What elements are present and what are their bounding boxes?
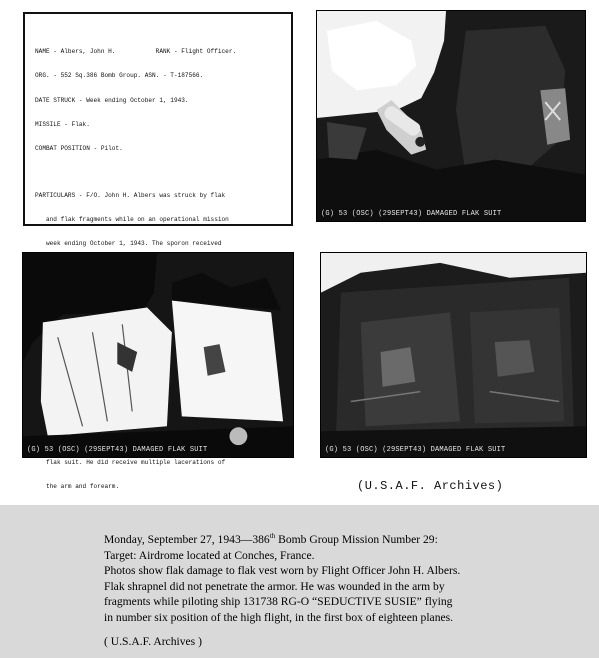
record-line: COMBAT POSITION - Pilot. [35, 145, 123, 153]
mission-heading: Monday, September 27, 1943—386th Bomb Group Mission Number 29: [104, 532, 438, 546]
mission-description [104, 532, 544, 649]
particulars-line: and flak fragments while on an operational mission [35, 216, 229, 224]
particulars-line: week ending October 1, 1943. The sporon received [35, 240, 222, 248]
flak-suit-photo-top-right [316, 10, 586, 222]
record-line: MISSILE - Flak. [35, 121, 90, 129]
description-line: Photos show flak damage to flak vest worn by Flight Officer John H. Albers. [104, 564, 461, 578]
description-line: fragments while piloting ship 131738 RG-O “SEDUCTIVE SUSIE” flying [104, 595, 453, 609]
particulars-line: flak suit. He did receive multiple lacerations of [35, 458, 226, 466]
record-line: ORG. - 552 Sq.386 Bomb Group. ASN. - T-187566. [35, 72, 204, 80]
target-line: Target: Airdrome located at Conches, France. [104, 548, 315, 562]
record-line: DATE STRUCK - Week ending October 1, 1943. [35, 96, 189, 104]
flak-suit-photo-bottom-right [320, 252, 587, 458]
photo-caption: (G) 53 (OSC) (29SEPT43) DAMAGED FLAK SUIT [321, 210, 502, 218]
archives-footer: ( U.S.A.F. Archives ) [104, 634, 202, 648]
photo-caption: (G) 53 (OSC) (29SEPT43) DAMAGED FLAK SUIT [27, 446, 208, 454]
particulars-line: the arm and forearm. [35, 483, 120, 491]
archives-credit: (U.S.A.F. Archives) [357, 479, 504, 493]
photo-caption: (G) 53 (OSC) (29SEPT43) DAMAGED FLAK SUIT [325, 446, 506, 454]
record-line: NAME - Albers, John H. RANK - Flight Officer. [35, 48, 237, 56]
description-line: Flak shrapnel did not penetrate the armor. He was wounded in the arm by [104, 579, 445, 593]
flak-suit-photo-bottom-left [22, 252, 294, 458]
particulars-line: PARTICULARS - F/O. John H. Albers was struck by flak [35, 191, 226, 199]
description-line: in number six position of the high flight, in the first box of eighteen planes. [104, 610, 454, 624]
